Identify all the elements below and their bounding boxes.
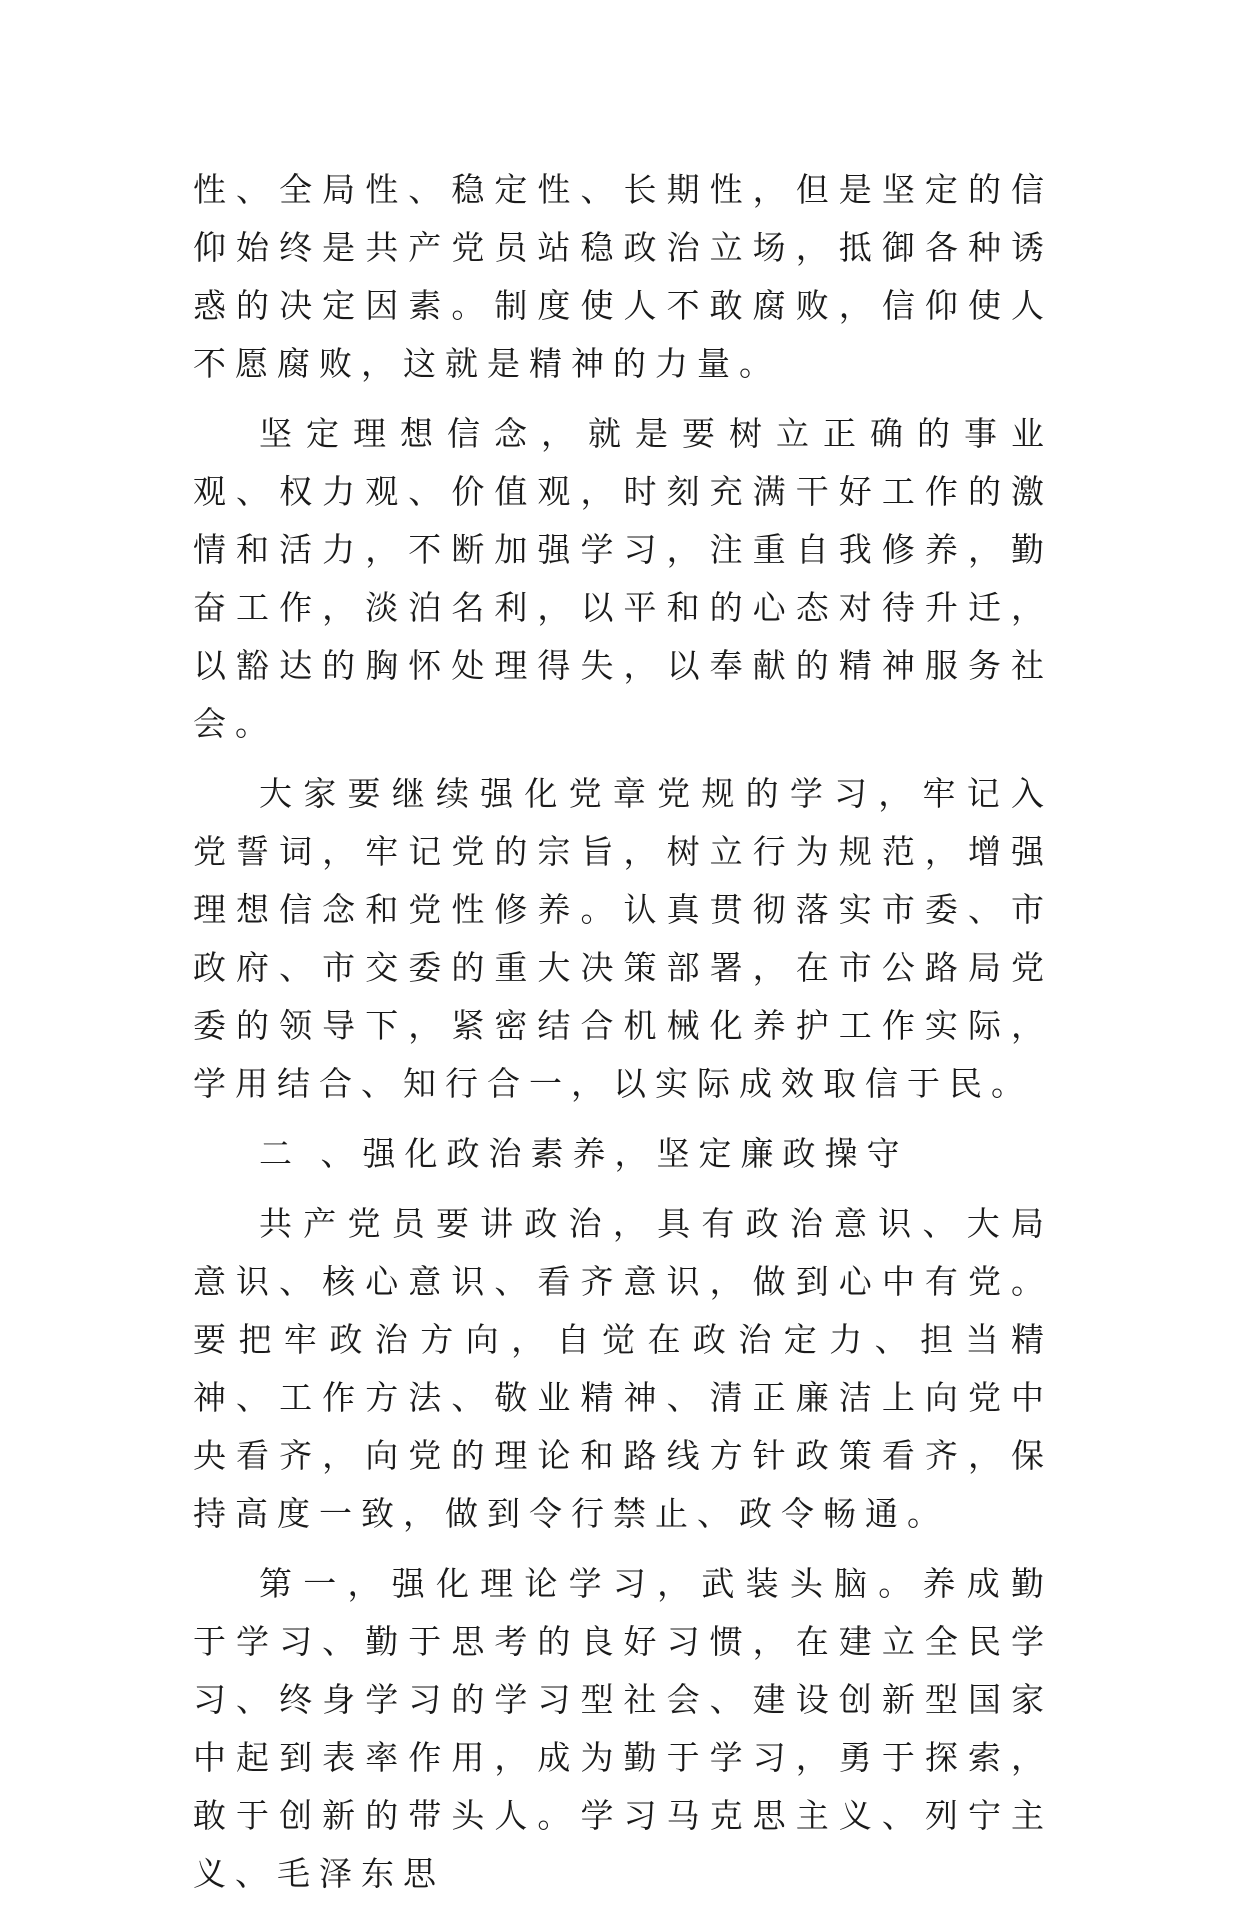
paragraph-theory-study: 第一，强化理论学习，武装头脑。养成勤于学习、勤于思考的良好习惯，在建立全民学习、终身学习的学习型社会、建设创新型国家中起到表率作用，成为勤于学习，勇于探索，敢于创新的带头人。学习马克思主义、列宁主义、毛泽东思 [193, 1564, 1053, 1893]
document-body [193, 161, 1053, 1915]
paragraph-party-rules: 大家要继续强化党章党规的学习，牢记入党誓词，牢记党的宗旨，树立行为规范，增强理想信念和党性修养。认真贯彻落实市委、市政府、市交委的重大决策部署，在市公路局党委的领导下，紧密结合机械化养护工作实际，学用结合、知行合一，以实际成效取信于民。 [193, 774, 1053, 1103]
section-heading: 二 、强化政治素养，坚定廉政操守 [259, 1134, 909, 1173]
paragraph-ideals: 坚定理想信念，就是要树立正确的事业观、权力观、价值观，时刻充满干好工作的激情和活力，不断加强学习，注重自我修养，勤奋工作，淡泊名利，以平和的心态对待升迁，以豁达的胸怀处理得失，以奉献的精神服务社会。 [193, 414, 1053, 743]
paragraph-politics: 共产党员要讲政治，具有政治意识、大局意识、核心意识、看齐意识，做到心中有党。要把牢政治方向，自觉在政治定力、担当精神、工作方法、敬业精神、清正廉洁上向党中央看齐，向党的理论和路线方针政策看齐，保持高度一致，做到令行禁止、政令畅通。 [193, 1204, 1053, 1533]
paragraph-continuation: 性、全局性、稳定性、长期性，但是坚定的信仰始终是共产党员站稳政治立场，抵御各种诱惑的决定因素。制度使人不敢腐败，信仰使人不愿腐败，这就是精神的力量。 [193, 170, 1053, 383]
